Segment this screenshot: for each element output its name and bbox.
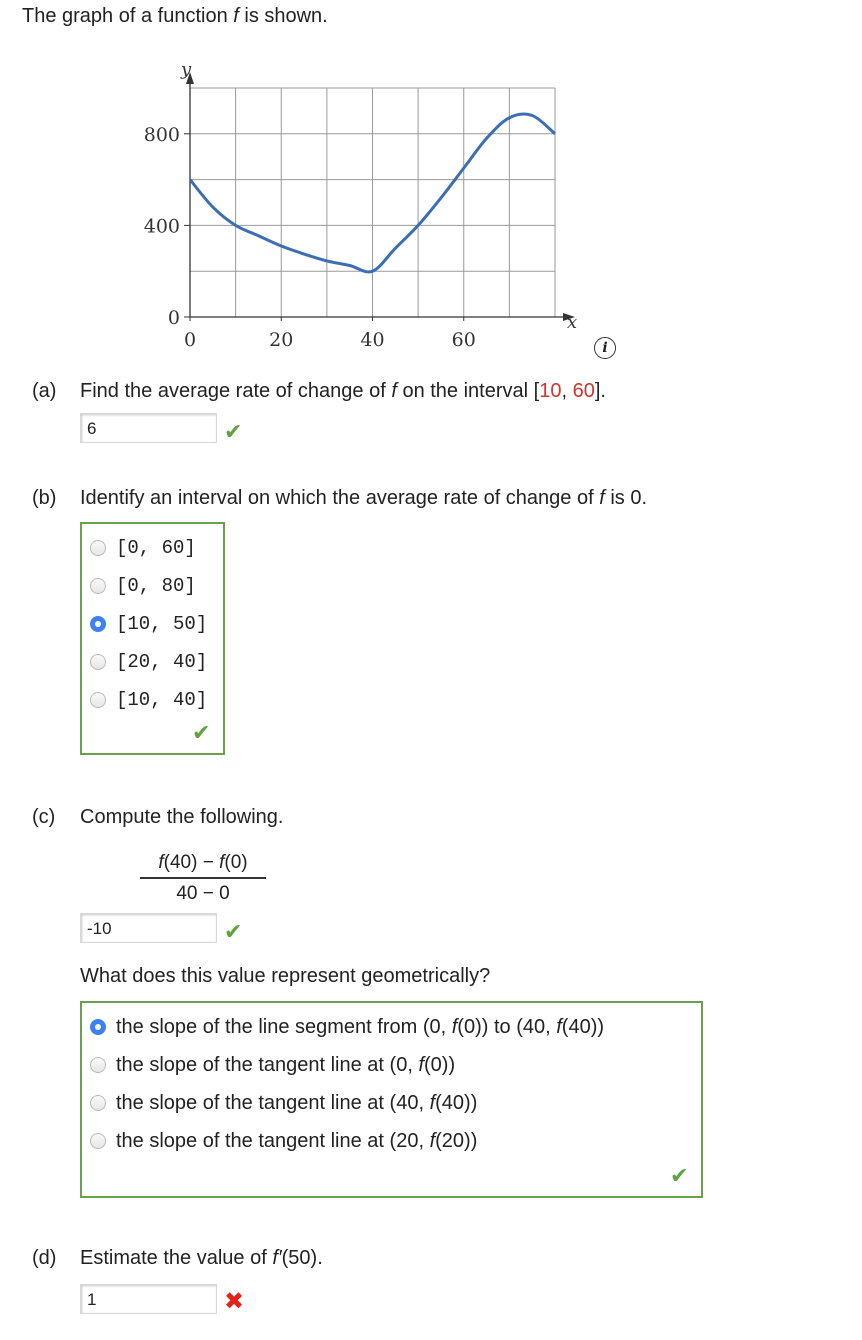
- radio-icon[interactable]: [90, 692, 106, 708]
- info-icon[interactable]: i: [594, 337, 616, 359]
- interval-upper: 60: [572, 380, 595, 402]
- radio-icon[interactable]: [90, 1133, 106, 1149]
- problem-intro: The graph of a function f is shown.: [22, 5, 328, 27]
- chart-grid: [190, 88, 555, 317]
- question-c-text: Compute the following.: [80, 806, 284, 828]
- y-tick-label: 400: [143, 215, 180, 238]
- fraction-denominator: 40 − 0: [176, 883, 230, 904]
- y-tick-label: 0: [167, 307, 180, 329]
- correct-check-icon: ✔: [224, 919, 243, 944]
- interval-lower: 10: [539, 380, 562, 402]
- question-a-text: Find the average rate of change of f on the interval [10, 60].: [80, 380, 606, 402]
- difference-quotient: [140, 852, 266, 905]
- radio-icon[interactable]: [90, 654, 106, 670]
- radio-selected-icon[interactable]: [90, 1019, 106, 1035]
- choices-c-box: [80, 1001, 703, 1198]
- question-b-label: (b): [32, 487, 57, 509]
- answer-a-input[interactable]: 6: [80, 413, 217, 443]
- answer-d-input[interactable]: 1: [80, 1284, 217, 1314]
- option-c-2[interactable]: the slope of the tangent line at (0, f(0)): [90, 1049, 455, 1081]
- option-c-4[interactable]: the slope of the tangent line at (20, f(20)): [90, 1125, 477, 1157]
- function-graph: [130, 55, 600, 355]
- question-d-text: Estimate the value of f′(50).: [80, 1247, 323, 1269]
- x-axis-label: x: [567, 312, 578, 333]
- option-c-3[interactable]: the slope of the tangent line at (40, f(40)): [90, 1087, 477, 1119]
- radio-icon[interactable]: [90, 1057, 106, 1073]
- option-b-4[interactable]: [20, 40]: [90, 646, 207, 678]
- question-b-text: Identify an interval on which the average rate of change of f is 0.: [80, 487, 648, 509]
- x-tick-label: 20: [269, 329, 294, 351]
- x-tick-label: 60: [451, 329, 476, 351]
- choices-b-box: [80, 522, 225, 755]
- question-a-label: (a): [32, 380, 57, 402]
- radio-icon[interactable]: [90, 540, 106, 556]
- incorrect-x-icon: ✖: [224, 1288, 245, 1315]
- radio-selected-icon[interactable]: [90, 616, 106, 632]
- y-tick-label: 800: [143, 123, 180, 146]
- chart-axes: [186, 72, 575, 321]
- function-name: f: [233, 5, 239, 27]
- answer-c-input[interactable]: -10: [80, 913, 217, 943]
- correct-check-icon: ✔: [224, 419, 243, 444]
- option-b-1[interactable]: [0, 60]: [90, 532, 196, 564]
- option-c-1[interactable]: the slope of the line segment from (0, f(0)) to (40, f(40)): [90, 1011, 604, 1043]
- option-b-3[interactable]: [10, 50]: [90, 608, 207, 640]
- option-b-2[interactable]: [0, 80]: [90, 570, 196, 602]
- question-d-label: (d): [32, 1247, 57, 1269]
- x-tick-label: 0: [183, 329, 197, 351]
- correct-check-icon: ✔: [670, 1163, 689, 1188]
- correct-check-icon: ✔: [192, 720, 211, 745]
- option-b-5[interactable]: [10, 40]: [90, 684, 207, 716]
- fraction-numerator: f(40) − f(0): [140, 852, 266, 879]
- question-c-followup: What does this value represent geometrically?: [80, 965, 491, 987]
- radio-icon[interactable]: [90, 1095, 106, 1111]
- radio-icon[interactable]: [90, 578, 106, 594]
- y-axis-label: y: [181, 59, 192, 80]
- question-c-label: (c): [32, 806, 56, 828]
- x-tick-label: 40: [360, 329, 385, 351]
